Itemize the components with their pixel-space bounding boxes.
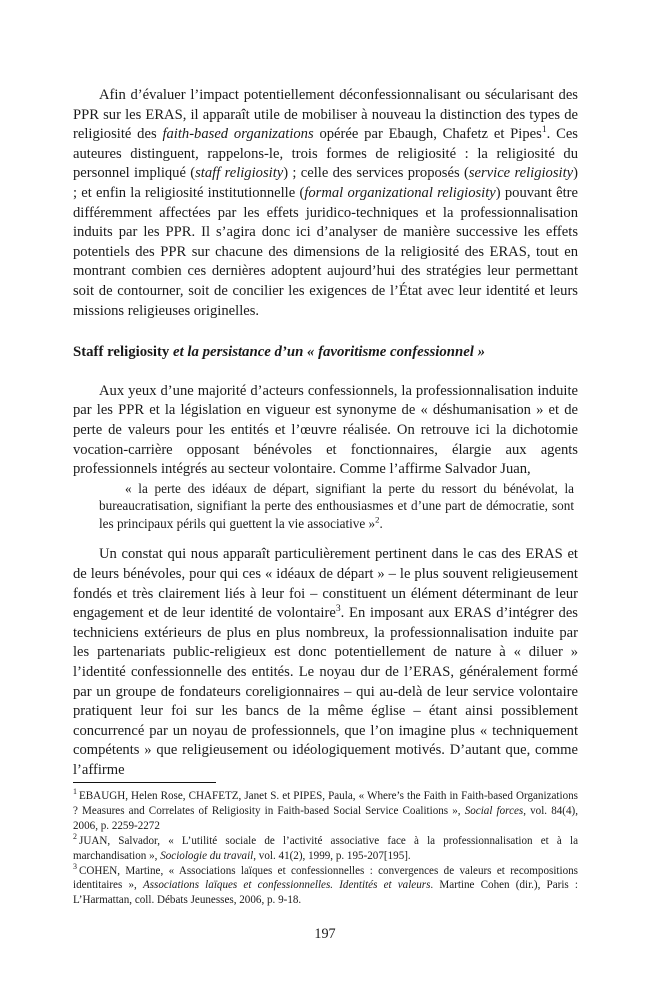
footnote-1 xyxy=(73,789,578,834)
quotation-run-2: . xyxy=(379,515,383,531)
footnote-2-italic-1: Sociologie du travail xyxy=(160,849,254,862)
paragraph-3-run-1: Un constat qui nous apparaît particulièrement pertinent dans le cas des ERAS et de leurs bénévoles, pour qui ces « idéaux de départ » – le plus souvent religieusement fondés et très clairement liés à leur foi – constituent un élément déterminant de leur engagement et de leur identité de volontaire xyxy=(73,546,578,622)
footnote-2-run-1: JUAN, Salvador, « L’utilité sociale de l’activité associative face à la professionnalisation et à la marchandisation », xyxy=(73,834,578,862)
paragraph-1-run-2: opérée par Ebaugh, Chafetz et Pipes xyxy=(313,126,542,143)
footnote-1-marker: 1 xyxy=(73,787,77,797)
footnote-2 xyxy=(73,834,578,864)
body-paragraph-1 xyxy=(73,86,578,321)
paragraph-1-italic-3: service religiosity xyxy=(468,165,574,182)
footnote-3-italic-1: Associations laïques et confessionnelles. Identités et valeurs xyxy=(142,879,431,892)
paragraph-1-run-4: ) ; celle des services proposés ( xyxy=(283,165,469,182)
footnote-2-marker: 2 xyxy=(73,832,77,842)
page-number: 197 xyxy=(314,926,336,942)
spacer-after-quotation xyxy=(73,532,578,545)
quotation-run-1: « la perte des idéaux de départ, signifiant la perte du ressort du bénévolat, la bureaucratisation, signifiant la perte des enthousiasmes et d’une part de démocratie, sont les principaux périls qui guettent la vie associative » xyxy=(99,480,574,531)
footnote-3-run-2: . Martine Cohen (dir.), Paris : L’Harmattan, coll. Débats Jeunesses, 2006, p. 9-18. xyxy=(73,879,578,907)
footnote-ref-3[interactable]: 3 xyxy=(335,603,341,615)
body-paragraph-2 xyxy=(73,382,578,480)
paragraph-1-italic-1: faith-based organizations xyxy=(162,126,314,143)
paragraph-1-run-5: ) ; et enfin la religiosité institutionnelle ( xyxy=(73,165,578,201)
paragraph-3-run-2: . En imposant aux ERAS d’intégrer des techniciens extérieurs de plus en plus nombreux, la professionnalisation induite par les partenariats public-religieux est donc potentiellement de nature à « diluer » l’identité confessionnelle des entités. Le noyau dur de l’ERAS, généralement formé par un groupe de fondateurs coreligionnaires – qui au-delà de leur service volontaire pratiquent leur foi sur les bancs de la même église – étant ainsi possiblement concurrencé par un noyau de professionnels, que l’on imagine plus « techniquement compétents » que religieusement ou idéologiquement motivés. D’autant que, comme l’affirme xyxy=(73,605,578,778)
section-heading-upright: Staff religiosity xyxy=(73,344,170,361)
footnotes-section xyxy=(73,782,578,908)
footnote-separator-rule xyxy=(73,782,216,783)
footnote-1-run-1: EBAUGH, Helen Rose, CHAFETZ, Janet S. et PIPES, Paula, « Where’s the Faith in Faith-based Organizations ? Measures and Correlates of Religiosity in Faith-based Social Service Coalitions », xyxy=(73,790,578,817)
paragraph-1-run-1: Afin d’évaluer l’impact potentiellement déconfessionnalisant ou sécularisant des PPR sur les ERAS, il apparaît utile de mobiliser à nouveau la distinction des types de religiosité des xyxy=(73,87,578,143)
paragraph-1-run-3: . Ces auteures distinguent, rappelons-le, trois formes de religiosité : la religiosité du personnel impliqué ( xyxy=(73,126,578,182)
footnote-ref-2[interactable]: 2 xyxy=(375,514,380,525)
body-paragraph-3 xyxy=(73,545,578,780)
footnote-ref-1[interactable]: 1 xyxy=(541,124,547,136)
footnote-3 xyxy=(73,861,578,909)
footnote-2-run-2: , vol. 41(2), 1999, p. 195-207[195]. xyxy=(253,849,411,862)
paragraph-1-run-6: ) pouvant être différemment affectées par les effets juridico-techniques et la professionnalisation induits par les PPR. Il s’agira donc ici d’analyser de manière successive les effets potentiels des PPR sur chacune des dimensions de la religiosité des ERAS, tout en montrant combien ces dernières adoptent aujourd’hui des stratégies leur permettant soit de contourner, soit de concilier les exigences de l’État avec leur identité et leurs missions religieuses originelles. xyxy=(73,184,578,319)
footnote-1-run-2: , vol. 84(4), 2006, p. 2259-2272 xyxy=(73,804,578,832)
section-heading-italic: et la persistance d’un « favoritisme confessionnel » xyxy=(169,344,485,361)
spacer-before-heading xyxy=(73,321,578,343)
footnote-3-run-1: COHEN, Martine, « Associations laïques et confessionnelles : convergences de valeurs et recompositions identitaires », xyxy=(73,864,578,892)
paragraph-1-italic-4: formal organizational religiosity xyxy=(304,184,496,201)
footnote-1-italic-1: Social forces xyxy=(464,804,524,817)
block-quotation xyxy=(73,480,578,533)
section-heading xyxy=(73,343,578,363)
footnote-3-marker: 3 xyxy=(73,861,77,871)
paragraph-2-text: Aux yeux d’une majorité d’acteurs confessionnels, la professionnalisation induite par les PPR et la législation en vigueur est synonyme de « déshumanisation » et de perte de valeurs pour les entités et l’œuvre réalisée. On retrouve ici la dichotomie vocation-carrière opposant bénévoles et fonctionnaires, élargie aux agents professionnels intégrés au secteur volontaire. Comme l’affirme Salvador Juan, xyxy=(73,382,578,478)
paragraph-1-italic-2: staff religiosity xyxy=(195,165,284,182)
spacer-after-heading xyxy=(73,363,578,382)
page-body-content xyxy=(73,86,578,781)
